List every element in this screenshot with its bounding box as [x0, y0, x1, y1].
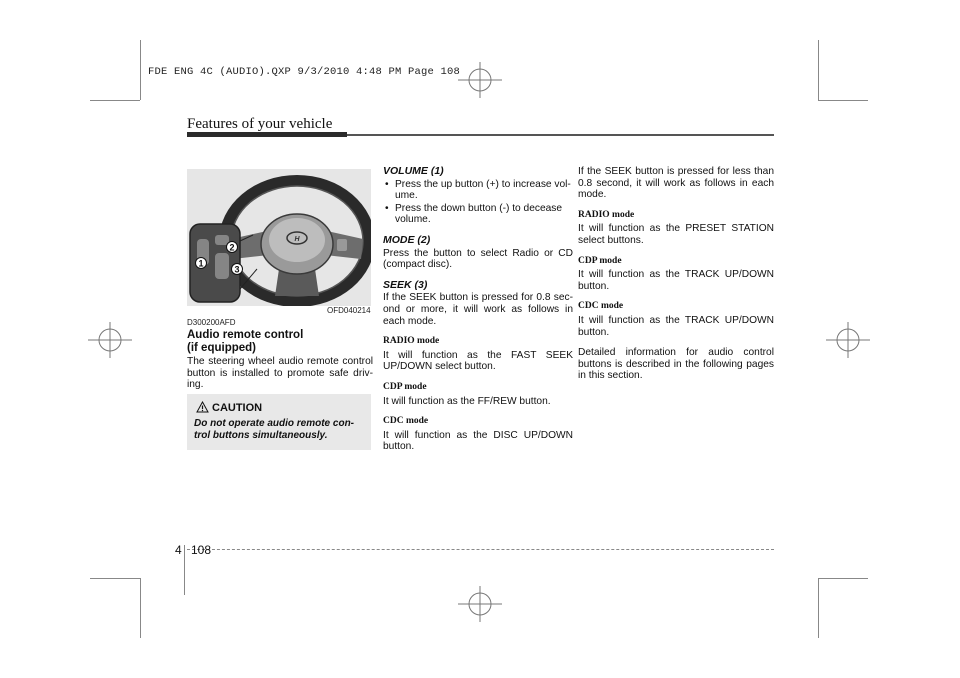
footer-rule — [187, 549, 774, 550]
volume-list — [383, 179, 573, 226]
right-column — [578, 166, 774, 391]
registration-mark-top — [458, 62, 502, 98]
radio-mode-heading-2: RADIO mode — [578, 209, 635, 220]
middle-column — [383, 166, 573, 462]
footer-page-number: 108 — [191, 543, 212, 557]
volume-heading: VOLUME (1) — [383, 165, 444, 177]
section-title — [187, 329, 371, 354]
print-slug: FDE ENG 4C (AUDIO).QXP 9/3/2010 4:48 PM Page 108 — [148, 66, 461, 78]
volume-bullet-down: • Press the down button (-) to decease volume. — [383, 203, 573, 226]
steering-wheel-illustration — [187, 169, 371, 306]
steering-wheel-figure — [187, 169, 371, 306]
warning-triangle-icon — [196, 401, 209, 413]
cdp-mode-text: It will function as the FF/REW button. — [383, 395, 551, 407]
caution-title: CAUTION — [212, 402, 263, 414]
section-code: D300200AFD — [187, 318, 236, 327]
cdc-mode-text: It will function as the DISC UP/DOWN button. — [383, 429, 573, 453]
section-title-line2: (if equipped) — [187, 341, 256, 354]
intro-paragraph: The steering wheel audio remote control button is installed to promote safe driv-ing. — [187, 356, 373, 391]
section-header-title: Features of your vehicle — [187, 116, 333, 132]
cdp-mode-text-2: It will function as the TRACK UP/DOWN button. — [578, 269, 774, 292]
radio-mode-heading: RADIO mode — [383, 336, 440, 347]
cdp-mode-heading-2: CDP mode — [578, 255, 622, 266]
caution-box — [187, 394, 371, 450]
header-rule-thin — [347, 134, 774, 136]
header-rule-bold — [187, 132, 347, 137]
footer-divider — [184, 545, 185, 595]
cdc-mode-heading-2: CDC mode — [578, 301, 624, 312]
seek-text: If the SEEK button is pressed for 0.8 sec-ond or more, it will work as follows in each mode. — [383, 292, 573, 327]
caution-text: Do not operate audio remote con-trol buttons simultaneously. — [194, 418, 355, 441]
mode-heading: MODE (2) — [383, 233, 431, 246]
short-press-intro: If the SEEK button is pressed for less than 0.8 second, it will work as follows in each mode. — [578, 166, 774, 201]
radio-mode-text: It will function as the FAST SEEK UP/DOWN select button. — [383, 349, 573, 373]
footer-section-number: 4 — [175, 543, 182, 557]
figure-code: OFD040214 — [327, 306, 371, 315]
section-title-line1: Audio remote control — [187, 329, 304, 341]
registration-mark-left — [88, 322, 132, 358]
cdp-mode-heading: CDP mode — [383, 381, 427, 392]
callout-1: 1 — [198, 258, 204, 269]
callout-3: 3 — [234, 264, 240, 275]
cdc-mode-text-2: It will function as the TRACK UP/DOWN button. — [578, 314, 774, 338]
registration-mark-right — [826, 322, 870, 358]
seek-heading: SEEK (3) — [383, 278, 428, 291]
radio-mode-text-2: It will function as the PRESET STATION select buttons. — [578, 223, 774, 246]
callout-2: 2 — [229, 242, 235, 253]
registration-mark-bottom — [458, 586, 502, 622]
svg-text:H: H — [294, 236, 300, 243]
detail-paragraph: Detailed information for audio control buttons is described in the following pages in this section. — [578, 347, 774, 382]
mode-text: Press the button to select Radio or CD (compact disc). — [383, 247, 573, 271]
volume-bullet-up: • Press the up button (+) to increase vol-ume. — [383, 179, 573, 202]
cdc-mode-heading: CDC mode — [383, 416, 429, 427]
